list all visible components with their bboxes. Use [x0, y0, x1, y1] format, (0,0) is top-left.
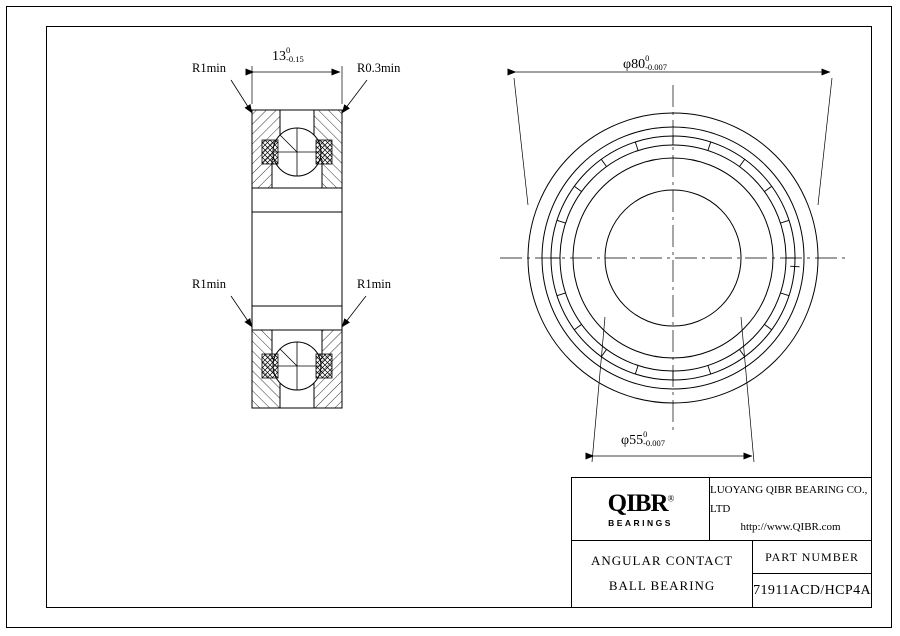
title-block: [571, 477, 872, 608]
dimension-bore-dia-tol-upper: 0: [643, 429, 648, 439]
section-view: [252, 66, 342, 408]
dimension-outer-diameter-value: φ80: [623, 56, 646, 72]
company-name: LUOYANG QIBR BEARING CO., LTD: [710, 483, 868, 515]
logo-wordmark: [608, 491, 674, 516]
dimension-outer-dia-tol-lower: -0.007: [645, 61, 668, 72]
product-description-line1: ANGULAR CONTACT: [590, 553, 734, 569]
dimension-width-tol-upper: 0: [286, 45, 291, 55]
logo-text: QIBR: [607, 489, 668, 517]
label-r03min: R0.3min: [357, 61, 401, 75]
label-r1min-top-left: R1min: [192, 61, 227, 75]
dimension-bore-diameter: [621, 430, 665, 449]
company-info: [710, 478, 871, 540]
product-description-line2: BALL BEARING: [608, 578, 716, 593]
product-description: [572, 541, 753, 607]
company-logo: [572, 478, 710, 540]
dimension-width-tol-lower: -0.15: [286, 53, 304, 64]
label-r1min-bottom-right: R1min: [357, 277, 392, 291]
title-block-header-row: [572, 478, 871, 540]
company-url[interactable]: http://www.QIBR.com: [740, 521, 841, 534]
dimension-bore-diameter-value: φ55: [621, 432, 644, 448]
dimension-width: [272, 46, 304, 65]
dimension-bore-dia-tol-lower: -0.007: [643, 437, 666, 448]
registered-trademark-icon: ®: [667, 493, 674, 504]
part-number-label: PART NUMBER: [753, 541, 871, 574]
title-block-detail-row: [572, 540, 871, 607]
dimension-outer-diameter: [623, 54, 667, 73]
label-r1min-bottom-left: R1min: [192, 277, 227, 291]
part-number-block: [753, 541, 871, 607]
part-number-value: 71911ACD/HCP4A: [753, 582, 871, 598]
logo-subtitle: BEARINGS: [608, 517, 673, 528]
dimension-outer-dia-tol-upper: 0: [645, 53, 650, 63]
dimension-width-value: 13: [272, 48, 286, 64]
